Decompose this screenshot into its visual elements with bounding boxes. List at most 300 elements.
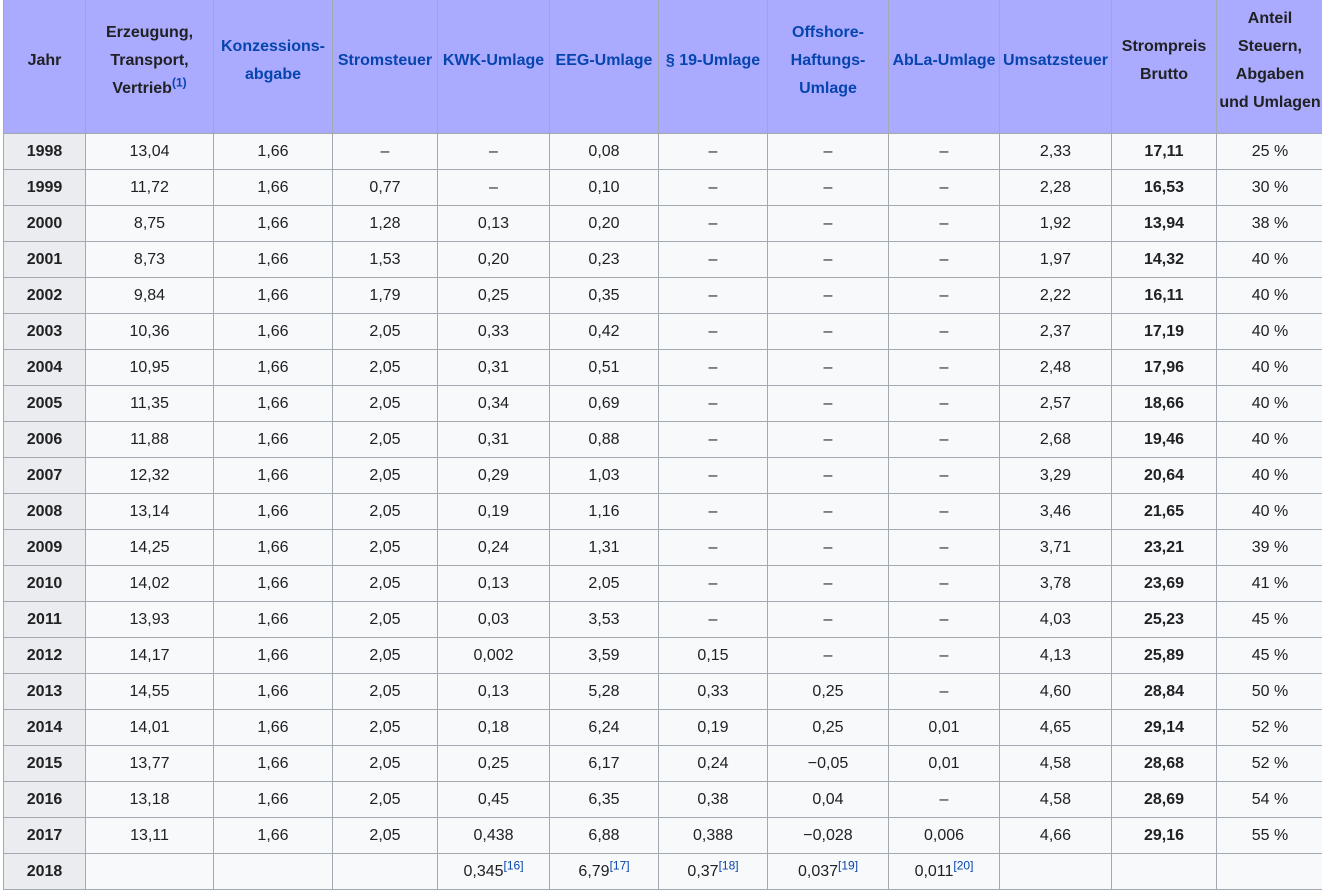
table-cell: 1,66 <box>214 206 333 242</box>
table-cell: 52 % <box>1217 710 1322 746</box>
table-cell: 21,65 <box>1112 494 1217 530</box>
table-cell: – <box>659 206 768 242</box>
table-cell: 1,66 <box>214 602 333 638</box>
table-cell: – <box>659 170 768 206</box>
table-cell: 2,57 <box>1000 386 1112 422</box>
table-cell: 1,79 <box>333 278 438 314</box>
table-cell: 20,64 <box>1112 458 1217 494</box>
table-cell: 1,66 <box>214 566 333 602</box>
table-cell: 0,24 <box>659 746 768 782</box>
table-cell: 0,38 <box>659 782 768 818</box>
table-cell: 0,45 <box>438 782 550 818</box>
year-cell: 2017 <box>4 818 86 854</box>
table-cell: 9,84 <box>86 278 214 314</box>
table-cell: 0,42 <box>550 314 659 350</box>
table-cell: 29,16 <box>1112 818 1217 854</box>
year-cell: 2010 <box>4 566 86 602</box>
table-cell: 0,01 <box>889 710 1000 746</box>
table-cell: 13,77 <box>86 746 214 782</box>
table-cell: 28,69 <box>1112 782 1217 818</box>
table-cell: 1,66 <box>214 674 333 710</box>
table-cell: 0,31 <box>438 350 550 386</box>
table-cell: 1,66 <box>214 818 333 854</box>
table-cell: 1,66 <box>214 530 333 566</box>
table-cell: – <box>768 638 889 674</box>
table-cell: – <box>768 458 889 494</box>
table-cell: 1,28 <box>333 206 438 242</box>
table-cell: 17,19 <box>1112 314 1217 350</box>
table-cell: 1,66 <box>214 494 333 530</box>
table-cell: 4,58 <box>1000 782 1112 818</box>
header-link[interactable]: EEG-Umlage <box>555 52 653 69</box>
table-cell: 2,05 <box>333 638 438 674</box>
header-jahr[interactable] <box>4 0 86 134</box>
table-cell: 2,05 <box>550 566 659 602</box>
header-strompreis-brutto[interactable] <box>1112 0 1217 134</box>
header-label: Strompreis Brutto <box>1121 38 1207 83</box>
table-cell: – <box>659 134 768 170</box>
header-offshore-umlage[interactable] <box>768 0 889 134</box>
table-cell: – <box>659 602 768 638</box>
table-row <box>4 458 1322 494</box>
table-cell: 4,13 <box>1000 638 1112 674</box>
table-cell: – <box>768 278 889 314</box>
reference-link[interactable]: [18] <box>718 858 739 873</box>
table-cell: 0,88 <box>550 422 659 458</box>
header-link[interactable]: Offshore-HaftungsUmlage <box>790 24 866 97</box>
table-cell: 40 % <box>1217 242 1322 278</box>
table-body <box>4 134 1322 890</box>
table-cell: 0,25 <box>768 674 889 710</box>
table-cell: – <box>659 242 768 278</box>
table-cell: 0,13 <box>438 674 550 710</box>
header-erzeugung[interactable] <box>86 0 214 134</box>
header-link[interactable]: Konzessionsabgabe <box>220 38 325 83</box>
table-cell: 0,006 <box>889 818 1000 854</box>
reference-link[interactable]: [20] <box>953 858 974 873</box>
header-umsatzsteuer[interactable] <box>1000 0 1112 134</box>
table-cell: 23,69 <box>1112 566 1217 602</box>
table-row <box>4 530 1322 566</box>
table-cell: 1,53 <box>333 242 438 278</box>
table-row <box>4 818 1322 854</box>
cell-eeg-2018 <box>550 854 659 890</box>
table-cell: 18,66 <box>1112 386 1217 422</box>
table-cell: 4,60 <box>1000 674 1112 710</box>
table-row <box>4 674 1322 710</box>
table-cell: 2,05 <box>333 386 438 422</box>
header-label: Anteil Steuern, Abgaben und Umlagen <box>1219 10 1321 111</box>
table-cell: 13,11 <box>86 818 214 854</box>
table-cell: 1,66 <box>214 782 333 818</box>
year-cell: 2013 <box>4 674 86 710</box>
table-cell: 3,59 <box>550 638 659 674</box>
cell-empty <box>1112 854 1217 890</box>
cell-value: 0,345 <box>463 862 504 880</box>
table-cell: 0,24 <box>438 530 550 566</box>
table-cell: 14,02 <box>86 566 214 602</box>
cell-kwk-2018 <box>438 854 550 890</box>
table-cell: – <box>768 134 889 170</box>
reference-link[interactable]: [19] <box>838 858 859 873</box>
table-cell: – <box>659 350 768 386</box>
table-cell: 0,15 <box>659 638 768 674</box>
cell-offshore-2018 <box>768 854 889 890</box>
table-cell: 1,66 <box>214 422 333 458</box>
header-kwk-umlage[interactable] <box>438 0 550 134</box>
header-anteil-steuern[interactable] <box>1217 0 1322 134</box>
table-cell: 0,13 <box>438 566 550 602</box>
table-cell: – <box>889 530 1000 566</box>
header-abla-umlage[interactable] <box>889 0 1000 134</box>
table-cell: – <box>333 134 438 170</box>
year-cell: 2007 <box>4 458 86 494</box>
year-cell: 2004 <box>4 350 86 386</box>
table-row <box>4 746 1322 782</box>
table-cell: 10,95 <box>86 350 214 386</box>
year-cell: 1999 <box>4 170 86 206</box>
table-cell: 2,05 <box>333 314 438 350</box>
table-cell: 0,51 <box>550 350 659 386</box>
table-cell: – <box>659 494 768 530</box>
table-cell: 0,01 <box>889 746 1000 782</box>
table-cell: 1,66 <box>214 746 333 782</box>
table-cell: – <box>659 278 768 314</box>
year-cell: 2015 <box>4 746 86 782</box>
year-cell: 2014 <box>4 710 86 746</box>
table-cell: 39 % <box>1217 530 1322 566</box>
table-cell: – <box>768 242 889 278</box>
table-cell: 41 % <box>1217 566 1322 602</box>
table-cell: – <box>768 314 889 350</box>
table-cell: – <box>889 638 1000 674</box>
header-eeg-umlage[interactable] <box>550 0 659 134</box>
cell-value: 0,011 <box>914 862 954 880</box>
table-cell: 11,72 <box>86 170 214 206</box>
table-cell: 2,05 <box>333 350 438 386</box>
table-cell: 1,66 <box>214 350 333 386</box>
header-konzessionsabgabe[interactable] <box>214 0 333 134</box>
year-cell: 2016 <box>4 782 86 818</box>
table-cell: 40 % <box>1217 350 1322 386</box>
table-row <box>4 566 1322 602</box>
table-cell: 13,18 <box>86 782 214 818</box>
table-row <box>4 638 1322 674</box>
table-cell: – <box>889 242 1000 278</box>
cell-empty <box>214 854 333 890</box>
table-cell: 28,68 <box>1112 746 1217 782</box>
table-cell: 17,11 <box>1112 134 1217 170</box>
cell-abla-2018 <box>889 854 1000 890</box>
table-cell: 0,77 <box>333 170 438 206</box>
header-label: Jahr <box>27 52 62 69</box>
table-cell: 8,73 <box>86 242 214 278</box>
table-cell: 40 % <box>1217 278 1322 314</box>
table-cell: 30 % <box>1217 170 1322 206</box>
table-cell: 0,25 <box>768 710 889 746</box>
table-cell: 2,68 <box>1000 422 1112 458</box>
table-cell: 1,66 <box>214 278 333 314</box>
table-cell: 2,05 <box>333 494 438 530</box>
year-cell: 2009 <box>4 530 86 566</box>
table-cell: 2,48 <box>1000 350 1112 386</box>
table-cell: 2,05 <box>333 530 438 566</box>
table-cell: 25,89 <box>1112 638 1217 674</box>
table-cell: – <box>659 458 768 494</box>
table-cell: 1,66 <box>214 710 333 746</box>
table-cell: – <box>889 674 1000 710</box>
table-cell: 14,25 <box>86 530 214 566</box>
table-cell: 3,78 <box>1000 566 1112 602</box>
year-cell: 2005 <box>4 386 86 422</box>
table-cell: 0,31 <box>438 422 550 458</box>
table-cell: 25,23 <box>1112 602 1217 638</box>
footnote-link[interactable]: (1) <box>171 75 187 90</box>
cell-19-2018 <box>659 854 768 890</box>
table-cell: 3,46 <box>1000 494 1112 530</box>
header-stromsteuer[interactable] <box>333 0 438 134</box>
table-cell: – <box>889 350 1000 386</box>
table-cell: 0,08 <box>550 134 659 170</box>
table-cell: 0,19 <box>659 710 768 746</box>
table-cell: – <box>889 134 1000 170</box>
table-cell: 14,17 <box>86 638 214 674</box>
table-cell: 2,28 <box>1000 170 1112 206</box>
table-cell: 45 % <box>1217 638 1322 674</box>
table-cell: 3,53 <box>550 602 659 638</box>
table-cell: 0,35 <box>550 278 659 314</box>
table-cell: 13,93 <box>86 602 214 638</box>
table-row <box>4 242 1322 278</box>
year-cell: 2012 <box>4 638 86 674</box>
table-cell: 0,002 <box>438 638 550 674</box>
header-label: Erzeugung, Transport, Vertrieb <box>105 24 194 97</box>
cell-empty <box>1000 854 1112 890</box>
table-cell: – <box>659 314 768 350</box>
year-cell: 2011 <box>4 602 86 638</box>
table-cell: 38 % <box>1217 206 1322 242</box>
table-cell: – <box>889 782 1000 818</box>
table-cell: 1,16 <box>550 494 659 530</box>
table-cell: 55 % <box>1217 818 1322 854</box>
table-cell: – <box>889 206 1000 242</box>
cell-empty <box>333 854 438 890</box>
table-cell: 1,66 <box>214 458 333 494</box>
table-cell: – <box>768 494 889 530</box>
table-cell: 1,66 <box>214 314 333 350</box>
reference-link[interactable]: [17] <box>609 858 630 873</box>
table-cell: 16,53 <box>1112 170 1217 206</box>
year-cell: 1998 <box>4 134 86 170</box>
table-cell: 0,03 <box>438 602 550 638</box>
year-cell: 2002 <box>4 278 86 314</box>
table-cell: 29,14 <box>1112 710 1217 746</box>
table-cell: 1,66 <box>214 170 333 206</box>
year-cell: 2008 <box>4 494 86 530</box>
header-19-umlage[interactable] <box>659 0 768 134</box>
table-cell: – <box>659 530 768 566</box>
cell-value: 0,37 <box>687 862 719 880</box>
table-row-2018 <box>4 854 1322 890</box>
year-cell: 2006 <box>4 422 86 458</box>
strompreis-table <box>3 0 1322 890</box>
table-cell: – <box>768 350 889 386</box>
table-cell: 0,20 <box>438 242 550 278</box>
table-cell: – <box>889 386 1000 422</box>
table-cell: 0,388 <box>659 818 768 854</box>
table-cell: 1,92 <box>1000 206 1112 242</box>
table-cell: 1,31 <box>550 530 659 566</box>
table-cell: 28,84 <box>1112 674 1217 710</box>
header-link[interactable]: Stromsteuer <box>337 52 433 69</box>
table-cell: 6,88 <box>550 818 659 854</box>
table-row <box>4 782 1322 818</box>
header-link[interactable]: AbLa-Umlage <box>892 52 996 69</box>
table-cell: 4,65 <box>1000 710 1112 746</box>
table-cell: – <box>889 494 1000 530</box>
table-cell: 23,21 <box>1112 530 1217 566</box>
year-cell: 2003 <box>4 314 86 350</box>
table-row <box>4 602 1322 638</box>
table-cell: 0,34 <box>438 386 550 422</box>
cell-empty <box>1217 854 1322 890</box>
table-cell: – <box>889 170 1000 206</box>
table-cell: −0,05 <box>768 746 889 782</box>
table-cell: 0,29 <box>438 458 550 494</box>
year-cell: 2000 <box>4 206 86 242</box>
table-cell: 1,97 <box>1000 242 1112 278</box>
table-cell: – <box>659 566 768 602</box>
table-cell: – <box>438 170 550 206</box>
table-cell: 5,28 <box>550 674 659 710</box>
header-link[interactable]: § 19-Umlage <box>665 52 761 69</box>
table-cell: 1,66 <box>214 638 333 674</box>
table-cell: 16,11 <box>1112 278 1217 314</box>
table-cell: 4,66 <box>1000 818 1112 854</box>
table-cell: 40 % <box>1217 458 1322 494</box>
table-cell: 3,29 <box>1000 458 1112 494</box>
table-cell: 0,25 <box>438 746 550 782</box>
table-cell: 0,33 <box>659 674 768 710</box>
table-cell: 2,05 <box>333 746 438 782</box>
table-cell: 0,25 <box>438 278 550 314</box>
table-cell: – <box>659 386 768 422</box>
table-cell: 2,05 <box>333 818 438 854</box>
table-cell: 12,32 <box>86 458 214 494</box>
table-cell: 40 % <box>1217 494 1322 530</box>
table-cell: 2,05 <box>333 710 438 746</box>
table-cell: 19,46 <box>1112 422 1217 458</box>
year-cell: 2018 <box>4 854 86 890</box>
table-cell: 6,35 <box>550 782 659 818</box>
table-cell: – <box>889 458 1000 494</box>
table-cell: – <box>768 566 889 602</box>
table-row <box>4 314 1322 350</box>
table-cell: 0,10 <box>550 170 659 206</box>
reference-link[interactable]: [16] <box>503 858 524 873</box>
table-cell: 2,05 <box>333 566 438 602</box>
table-cell: – <box>768 602 889 638</box>
table-cell: 2,37 <box>1000 314 1112 350</box>
table-cell: 0,19 <box>438 494 550 530</box>
table-cell: 6,17 <box>550 746 659 782</box>
table-row <box>4 386 1322 422</box>
table-cell: 2,33 <box>1000 134 1112 170</box>
table-cell: 13,04 <box>86 134 214 170</box>
table-cell: – <box>889 602 1000 638</box>
table-cell: −0,028 <box>768 818 889 854</box>
table-cell: – <box>889 314 1000 350</box>
cell-value: 0,037 <box>797 862 839 880</box>
table-cell: 11,35 <box>86 386 214 422</box>
table-cell: 0,04 <box>768 782 889 818</box>
table-cell: – <box>659 422 768 458</box>
table-row <box>4 494 1322 530</box>
table-cell: – <box>889 566 1000 602</box>
table-row <box>4 422 1322 458</box>
table-cell: 14,55 <box>86 674 214 710</box>
table-cell: – <box>768 530 889 566</box>
table-cell: 14,32 <box>1112 242 1217 278</box>
table-cell: – <box>768 386 889 422</box>
table-cell: 0,438 <box>438 818 550 854</box>
table-cell: 0,23 <box>550 242 659 278</box>
table-cell: 1,66 <box>214 134 333 170</box>
table-cell: – <box>438 134 550 170</box>
header-link[interactable]: Umsatzsteuer <box>1003 52 1108 69</box>
table-cell: – <box>889 278 1000 314</box>
table-row <box>4 170 1322 206</box>
table-cell: 17,96 <box>1112 350 1217 386</box>
table-cell: 2,05 <box>333 458 438 494</box>
table-cell: 0,13 <box>438 206 550 242</box>
table-cell: 1,66 <box>214 386 333 422</box>
table-cell: 13,14 <box>86 494 214 530</box>
table-cell: 4,03 <box>1000 602 1112 638</box>
table-cell: 2,05 <box>333 674 438 710</box>
table-cell: – <box>768 422 889 458</box>
year-cell: 2001 <box>4 242 86 278</box>
table-cell: 2,22 <box>1000 278 1112 314</box>
table-cell: 25 % <box>1217 134 1322 170</box>
table-cell: 11,88 <box>86 422 214 458</box>
table-cell: 2,05 <box>333 782 438 818</box>
table-cell: 0,20 <box>550 206 659 242</box>
table-cell: – <box>889 422 1000 458</box>
table-cell: – <box>768 206 889 242</box>
table-cell: 3,71 <box>1000 530 1112 566</box>
table-cell: 10,36 <box>86 314 214 350</box>
table-cell: 1,66 <box>214 242 333 278</box>
table-row <box>4 206 1322 242</box>
table-cell: 40 % <box>1217 314 1322 350</box>
table-cell: 8,75 <box>86 206 214 242</box>
table-row <box>4 278 1322 314</box>
header-row <box>4 0 1322 134</box>
table-cell: – <box>768 170 889 206</box>
table-cell: 40 % <box>1217 386 1322 422</box>
table-cell: 2,05 <box>333 422 438 458</box>
table-cell: 0,18 <box>438 710 550 746</box>
table-cell: 6,24 <box>550 710 659 746</box>
table-cell: 14,01 <box>86 710 214 746</box>
table-cell: 50 % <box>1217 674 1322 710</box>
table-row <box>4 710 1322 746</box>
table-cell: 2,05 <box>333 602 438 638</box>
table-cell: 1,03 <box>550 458 659 494</box>
table-cell: 0,33 <box>438 314 550 350</box>
header-link[interactable]: KWK-Umlage <box>442 52 545 69</box>
